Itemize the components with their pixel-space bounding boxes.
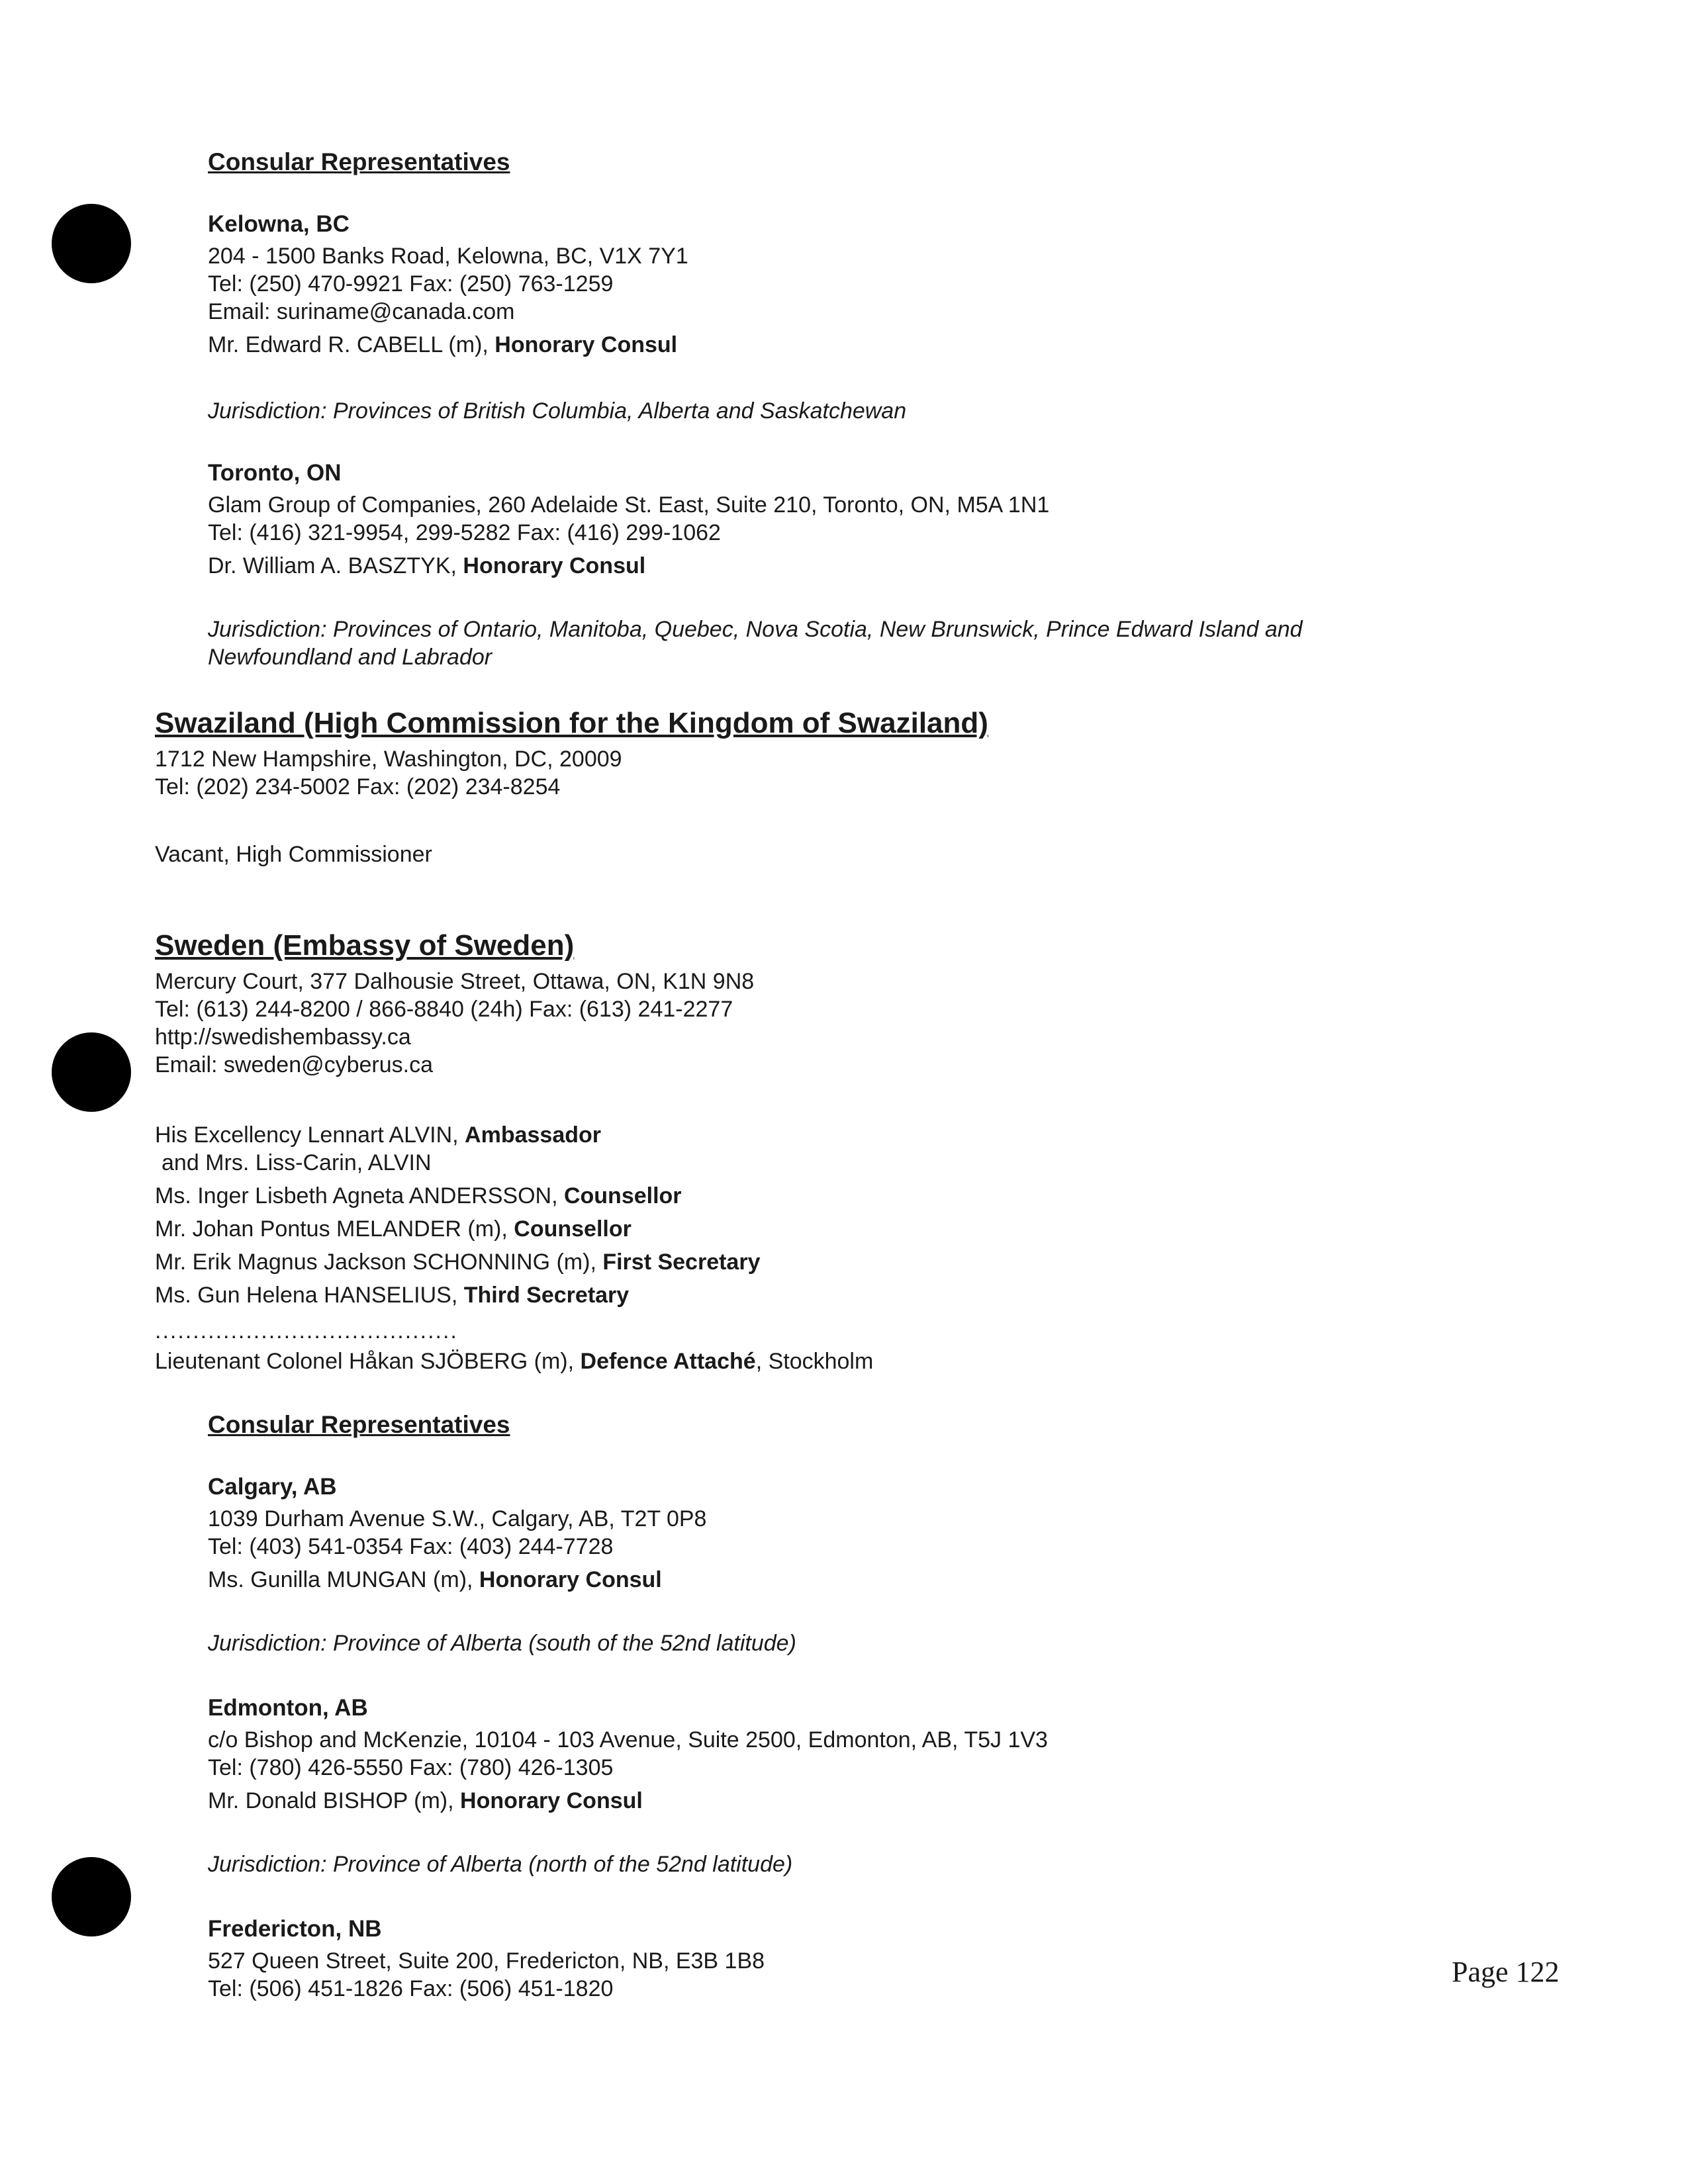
consulate-city: Edmonton, AB bbox=[208, 1695, 368, 1721]
consulate-address: c/o Bishop and McKenzie, 10104 - 103 Avenue, Suite 2500, Edmonton, AB, T5J 1V3 bbox=[208, 1727, 1048, 1752]
staff-separator: ........................................ bbox=[155, 1318, 458, 1343]
consulate-city: Fredericton, NB bbox=[208, 1916, 382, 1942]
consulate-city: Calgary, AB bbox=[208, 1474, 337, 1500]
mission-title: Swaziland (High Commission for the Kingdom of Swaziland) bbox=[155, 707, 988, 739]
consulate-phone: Tel: (250) 470-9921 Fax: (250) 763-1259 bbox=[208, 271, 614, 296]
consulate-phone: Tel: (506) 451-1826 Fax: (506) 451-1820 bbox=[208, 1976, 614, 2001]
consulate-calgary bbox=[208, 1473, 1499, 1594]
consulate-person: Dr. William A. BASZTYK, Honorary Consul bbox=[208, 553, 646, 578]
defence-attache: Lieutenant Colonel Håkan SJÖBERG (m), Defence Attaché, Stockholm bbox=[155, 1349, 874, 1374]
consulate-fredericton bbox=[208, 1915, 1499, 2003]
mission-phone: Tel: (202) 234-5002 Fax: (202) 234-8254 bbox=[155, 774, 561, 799]
staff-member: Mr. Johan Pontus MELANDER (m), Counsellor bbox=[155, 1216, 632, 1242]
consulate-address: 1039 Durham Avenue S.W., Calgary, AB, T2T 0P8 bbox=[208, 1506, 707, 1531]
consulate-calgary-jurisdiction: Jurisdiction: Province of Alberta (south of the 52nd latitude) bbox=[208, 1631, 796, 1656]
punch-hole-top bbox=[52, 204, 131, 283]
consulate-city: Kelowna, BC bbox=[208, 211, 350, 237]
mission-title: Sweden (Embassy of Sweden) bbox=[155, 929, 575, 962]
consulate-address: Glam Group of Companies, 260 Adelaide St. East, Suite 210, Toronto, ON, M5A 1N1 bbox=[208, 492, 1050, 518]
sweden-section bbox=[155, 928, 1545, 1079]
staff-member: Ms. Inger Lisbeth Agneta ANDERSSON, Counsellor bbox=[155, 1183, 682, 1208]
consulate-edmonton bbox=[208, 1694, 1499, 1815]
consulate-person: Ms. Gunilla MUNGAN (m), Honorary Consul bbox=[208, 1567, 662, 1592]
consulate-city: Toronto, ON bbox=[208, 460, 342, 486]
sweden-staff-list bbox=[155, 1121, 1545, 1314]
punch-hole-bottom bbox=[52, 1857, 131, 1936]
swaziland-head-of-mission: Vacant, High Commissioner bbox=[155, 842, 432, 867]
consulate-address: 527 Queen Street, Suite 200, Fredericton, NB, E3B 1B8 bbox=[208, 1948, 765, 1974]
sweden-consular-heading: Consular Representatives bbox=[208, 1411, 510, 1438]
staff-member: Ms. Gun Helena HANSELIUS, Third Secretary bbox=[155, 1283, 630, 1308]
mission-website: http://swedishembassy.ca bbox=[155, 1024, 411, 1050]
consulate-person: Mr. Donald BISHOP (m), Honorary Consul bbox=[208, 1788, 643, 1813]
consulate-kelowna-jurisdiction: Jurisdiction: Provinces of British Columbia, Alberta and Saskatchewan bbox=[208, 398, 907, 424]
consulate-address: 204 - 1500 Banks Road, Kelowna, BC, V1X 7Y1 bbox=[208, 244, 688, 269]
consulate-kelowna bbox=[208, 210, 1499, 359]
consulate-email: Email: suriname@canada.com bbox=[208, 299, 515, 324]
ambassador-spouse: and Mrs. Liss-Carin, ALVIN bbox=[162, 1150, 432, 1175]
swaziland-section bbox=[155, 705, 1545, 801]
consulate-phone: Tel: (780) 426-5550 Fax: (780) 426-1305 bbox=[208, 1755, 614, 1780]
consulate-phone: Tel: (416) 321-9954, 299-5282 Fax: (416) 299-1062 bbox=[208, 520, 721, 545]
consulate-toronto-jurisdiction: Jurisdiction: Provinces of Ontario, Manitoba, Quebec, Nova Scotia, New Brunswick, Prince Edward Island and Newfoundland and Labrador bbox=[208, 617, 1303, 670]
mission-phone: Tel: (613) 244-8200 / 866-8840 (24h) Fax: (613) 241-2277 bbox=[155, 997, 733, 1022]
page-number: Page 122 bbox=[1452, 1956, 1560, 1988]
staff-member: Mr. Erik Magnus Jackson SCHONNING (m), First Secretary bbox=[155, 1250, 761, 1275]
suriname-consular-heading: Consular Representatives bbox=[208, 148, 510, 175]
consulate-person: Mr. Edward R. CABELL (m), Honorary Consul bbox=[208, 332, 678, 357]
mission-email: Email: sweden@cyberus.ca bbox=[155, 1052, 434, 1077]
mission-address: 1712 New Hampshire, Washington, DC, 20009 bbox=[155, 747, 622, 772]
consulate-toronto bbox=[208, 459, 1499, 580]
consulate-phone: Tel: (403) 541-0354 Fax: (403) 244-7728 bbox=[208, 1534, 614, 1559]
ambassador: His Excellency Lennart ALVIN, Ambassador bbox=[155, 1122, 601, 1148]
punch-hole-middle bbox=[52, 1032, 131, 1112]
mission-address: Mercury Court, 377 Dalhousie Street, Ottawa, ON, K1N 9N8 bbox=[155, 969, 755, 994]
consulate-edmonton-jurisdiction: Jurisdiction: Province of Alberta (north of the 52nd latitude) bbox=[208, 1852, 793, 1877]
